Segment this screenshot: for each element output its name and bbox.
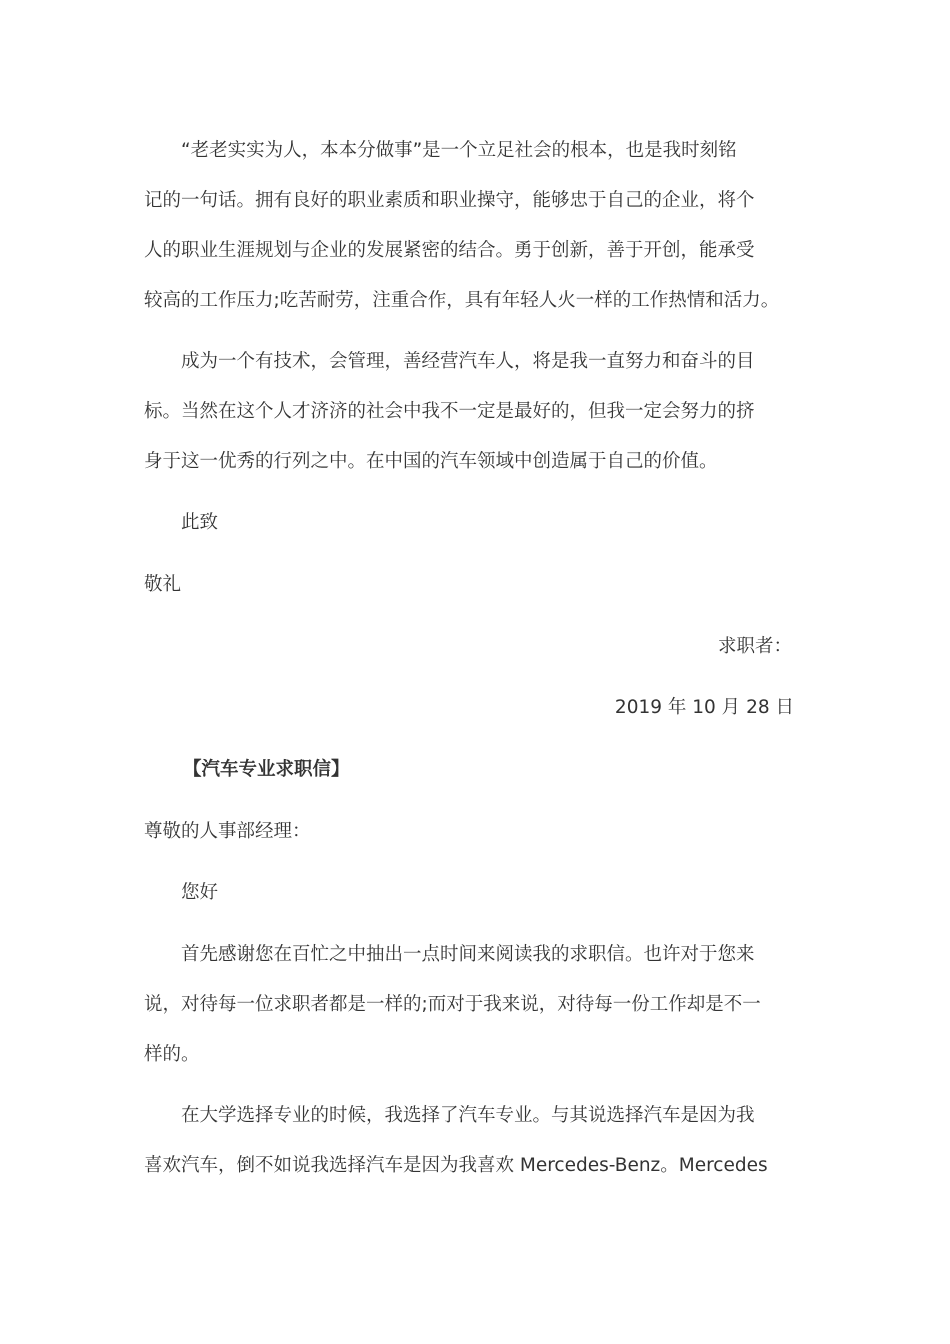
paragraph1-line1: “老老实实为人，本本分做事”是一个立足社会的根本，也是我时刻铭 <box>181 140 737 161</box>
signature: 求职者： <box>717 636 792 657</box>
paragraph2-line2: 标。当然在这个人才济济的社会中我不一定是最好的，但我一定会努力的挤 <box>144 401 755 422</box>
paragraph2-line1: 成为一个有技术，会管理，善经营汽车人，将是我一直努力和奋斗的目 <box>181 351 755 372</box>
paragraph2-line3: 身于这一优秀的行列之中。在中国的汽车领域中创造属于自己的价值。 <box>144 451 718 472</box>
closing-2: 敬礼 <box>144 574 182 595</box>
paragraph3-line1: 首先感谢您在百忙之中抽出一点时间来阅读我的求职信。也许对于您来 <box>181 944 755 965</box>
paragraph3-line2: 说，对待每一位求职者都是一样的;而对于我来说，对待每一份工作却是不一 <box>144 994 761 1015</box>
paragraph1-line3: 人的职业生涯规划与企业的发展紧密的结合。勇于创新，善于开创，能承受 <box>144 240 755 261</box>
closing-1: 此致 <box>181 512 219 533</box>
paragraph4-line1: 在大学选择专业的时候，我选择了汽车专业。与其说选择汽车是因为我 <box>181 1105 755 1126</box>
section-title: 【汽车专业求职信】 <box>183 759 350 780</box>
greeting: 您好 <box>181 882 219 903</box>
paragraph3-line3: 样的。 <box>144 1044 200 1065</box>
paragraph1-line4: 较高的工作压力;吃苦耐劳，注重合作，具有年轻人火一样的工作热情和活力。 <box>144 290 780 311</box>
date: 2019 年 10 月 28 日 <box>614 697 794 718</box>
paragraph4-line2: 喜欢汽车，倒不如说我选择汽车是因为我喜欢 Mercedes-Benz。Mercedes <box>144 1155 768 1176</box>
paragraph1-line2: 记的一句话。拥有良好的职业素质和职业操守，能够忠于自己的企业，将个 <box>144 190 755 211</box>
salutation: 尊敬的人事部经理： <box>144 821 311 842</box>
